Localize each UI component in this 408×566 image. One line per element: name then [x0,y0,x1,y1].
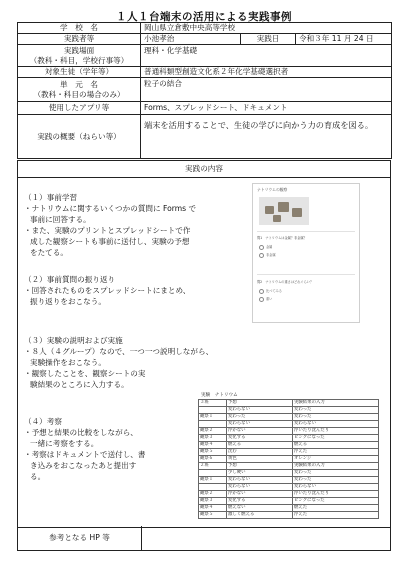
teacher-row [18,34,392,45]
divider [257,274,355,275]
forms-screenshot [252,183,360,323]
sodium-piece [273,215,281,222]
bullet-line: ・ナトリウムに関するいくつかの質問に Forms で [24,204,197,213]
sheet-cell: 変化する [227,498,293,505]
reference-row [17,526,391,551]
sheet-cell: 観察３ [199,435,227,442]
sheet-row [199,505,379,512]
sheet-cell: 観察２ [199,428,227,435]
sheet-cell: 変わらない [227,477,293,484]
sheet-cell: 観察５ [199,449,227,456]
apps-label: 使用したアプリ等 [18,102,141,115]
observation-sheet-bottom [198,462,378,519]
bullet-line: ・また、実験のプリントとスプレッドシートで作 [24,226,191,235]
bullet-line: 振り返りをおこなう。 [30,297,106,306]
sheet-row [199,477,379,484]
sheet-cell: ピンクになった [293,498,379,505]
date-value: 令和３年 11 月 24 日 [296,34,392,45]
bullet-line: 成した観察シートも事前に送付し、実験の予想 [30,237,190,246]
sheet-cell: 燃えない [227,505,293,512]
scene-label [18,45,141,67]
sodium-piece [265,206,274,214]
reference-label: 参考となる HP 等 [18,526,142,550]
school-row [18,23,392,34]
sheet-cell: 燃える [227,442,293,449]
sheet-row [199,498,379,505]
sheet-header-cell: 予想 [227,400,293,407]
scene-value: 理科・化学基礎 [141,45,392,67]
sheet-cell: ピンクになった [293,435,379,442]
sheet-row [199,428,379,435]
sheet-cell: 観察３ [199,498,227,505]
sheet-cell: 変わらない [227,421,293,428]
section-heading: （１）事前学習 [24,193,78,202]
sheet-header-cell: 実験結果の入力 [293,400,379,407]
bullet [24,346,264,368]
sheet-cell: 変わらない [227,484,293,491]
sheet-cell: 観察２ [199,491,227,498]
sheet-cell [199,421,227,428]
sheet-cell: 観察５ [199,512,227,519]
sheet-cell: 黄色 [227,456,293,463]
sheet-row [199,435,379,442]
sheet-header-cell: ３班 [199,400,227,407]
section-heading: （２）事前質問の振り返り [24,275,116,284]
unit-row [18,78,392,102]
sheet-table [198,462,379,519]
sheet-table [198,399,379,463]
sheet-row [199,414,379,421]
unit-value: 粒子の結合 [141,78,392,102]
sheet-row [199,442,379,449]
apps-row [18,102,392,115]
sodium-piece [278,202,289,212]
sheet-cell: 変わった [293,470,379,477]
target-value: 普通科類型創造文化系２年化学基礎選択者 [141,67,392,78]
sheet-cell: 燃えた [293,505,379,512]
section-heading: （３）実験の説明および実施 [24,336,123,345]
sheet-cell: 浮かない [227,491,293,498]
sheet-cell: 変化する [227,435,293,442]
sheet-header-cell: 予想 [227,463,293,470]
bullet-line: き込みをおこなったあと提出す [30,461,137,470]
sheet-cell: 変わった [227,414,293,421]
overview-row [18,115,392,159]
sheet-cell: 少し硬い [227,470,293,477]
section-review [24,274,246,307]
bullet [24,285,246,307]
sheet-row [199,421,379,428]
forms-option: 非金属 [259,252,276,258]
bullet [24,427,194,449]
sodium-piece [292,208,302,217]
school-label: 学 校 名 [18,23,141,34]
sheet-row [199,484,379,491]
sheet-cell: 変わった [293,407,379,414]
teacher-label: 実践者等 [18,34,141,45]
sheet-row [199,407,379,414]
school-value: 岡山県立倉敷中央高等学校 [141,23,392,34]
overview-value: 端末を活用することで、生徒の学びに向かう力の育成を図る。 [141,115,392,159]
forms-title: ナトリウムの観察 [257,187,288,192]
sheet-header-row [199,400,379,407]
sheet-cell: 観察１ [199,477,227,484]
scene-row [18,45,392,67]
sheet-cell [199,484,227,491]
forms-question-1: 問1 ナトリウムは金属？非金属？ [257,236,307,240]
info-table [17,22,392,159]
scene-label-line1: 実践場面 [63,45,95,55]
sheet-cell: 観察６ [199,456,227,463]
bullet-line: 一緒に考察をする。 [30,439,99,448]
section-heading: （４）考察 [24,417,62,426]
target-row [18,67,392,78]
date-label: 実践日 [241,34,296,45]
sheet-header-cell: 実験結果の入力 [293,463,379,470]
unit-label-line2: （教科・科目の場合のみ） [33,89,125,99]
sheet-header-cell: ２班 [199,463,227,470]
bullet [24,368,264,390]
forms-option: 比べてみる [259,288,282,294]
bullet-line: 事前に回答する。 [30,215,91,224]
bullet-line: 実験操作をおこなう。 [30,358,106,367]
sheet-cell: 燃える [293,442,379,449]
sheet-row [199,491,379,498]
bullet-line: ・考察はドキュメントで送付し、書 [24,450,146,459]
sheet-row [199,449,379,456]
apps-value: Forms、スプレッドシート、ドキュメント [141,102,392,115]
sheet-cell: 変わった [293,414,379,421]
sheet-title: 実験 ナトリウム [201,393,238,398]
sheet-cell: 変わらない [227,407,293,414]
sheet-cell: 観察４ [199,442,227,449]
sheet-cell: 浮えた [293,449,379,456]
bullet-line: ・予想と結果の比較をしながら、 [24,428,138,437]
bullet-line: る。 [30,472,46,481]
bullet [24,203,246,225]
section-pre-study [24,192,246,258]
forms-option: 重い [259,296,272,302]
observation-sheet-top [198,392,378,463]
bullet-line: ・観察したことを、観察シートの実 [24,369,146,378]
sheet-cell [199,470,227,477]
sheet-cell: 浮いたり沈んだり [293,428,379,435]
sheet-cell: 変わらない [293,484,379,491]
target-label: 対象生徒（学年等） [18,67,141,78]
sheet-cell: 浮いたり沈んだり [293,491,379,498]
bullet [24,225,246,258]
bullet-line: ・８人（４グループ）なので、一つ一つ説明しながら、 [24,347,214,356]
content-header: 実践の内容 [18,161,390,178]
sheet-cell: 変わらない [293,421,379,428]
divider [257,231,355,232]
forms-question-2: 問2 ナトリウムの重さはどれぐらい？ [257,280,314,284]
teacher-value: 小池孝治 [141,34,241,45]
sheet-cell: 激しく燃える [227,512,293,519]
forms-option: 金属 [259,244,272,250]
sodium-photo [259,197,309,225]
sheet-cell: 浮かない [227,428,293,435]
section-experiment [24,335,264,390]
unit-label-line1: 単 元 名 [60,79,98,89]
overview-label: 実践の概要（ねらい等） [18,115,141,159]
sheet-cell: 変わった [293,477,379,484]
sheet-cell: 浮えた [293,512,379,519]
sheet-cell: 沈む [227,449,293,456]
sheet-row [199,512,379,519]
bullet-line: 験結果のところに入力する。 [30,380,129,389]
section-discussion [24,416,194,482]
sheet-cell: 観察４ [199,505,227,512]
bullet [24,449,194,482]
unit-label [18,78,141,102]
sheet-header-row [199,463,379,470]
bullet-line: ・回答されたものをスプレッドシートにまとめ、 [24,286,191,295]
scene-label-line2: （教科・科目，学校行事等） [29,55,129,65]
bullet-line: をたてる。 [30,248,68,257]
sheet-cell: オレンジ [293,456,379,463]
page-title: １人１台端末の活用による実践事例 [116,11,292,23]
sheet-cell: 観察１ [199,414,227,421]
sheet-row [199,470,379,477]
sheet-cell [199,407,227,414]
